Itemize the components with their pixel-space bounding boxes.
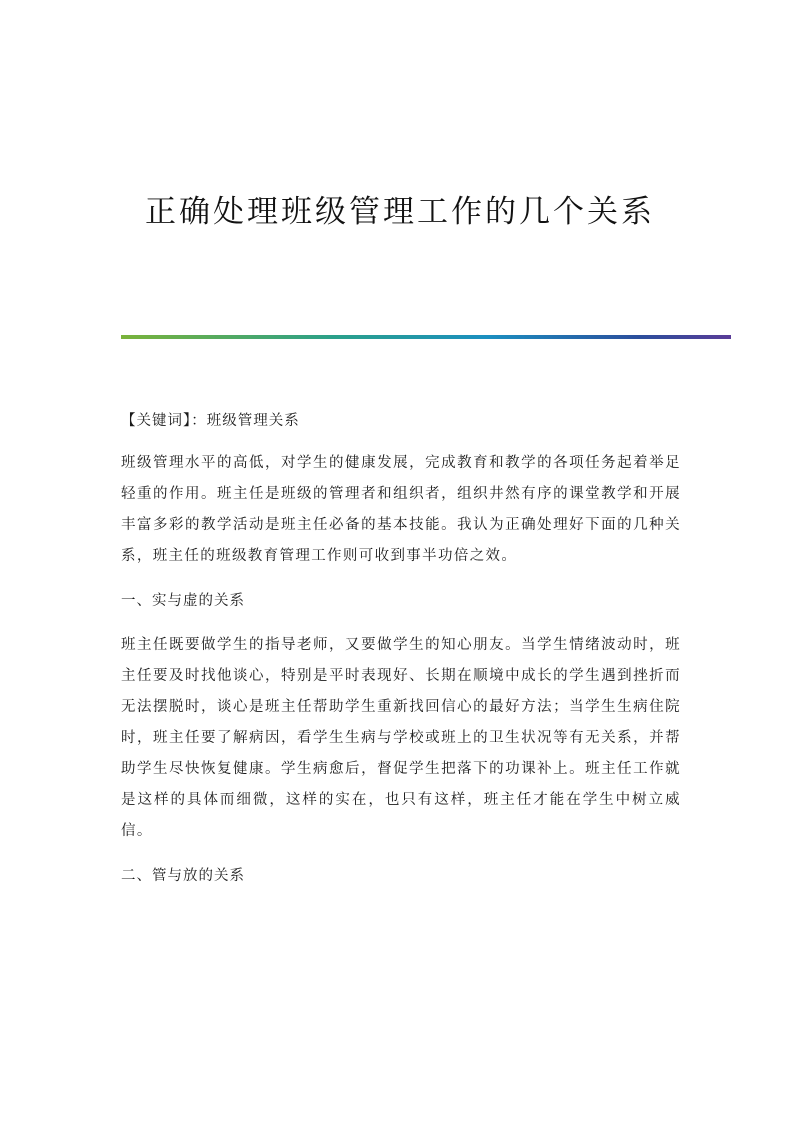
document-title: 正确处理班级管理工作的几个关系	[145, 194, 655, 230]
keywords-value: 班级管理关系	[206, 413, 300, 429]
title-divider	[121, 335, 731, 339]
section-heading-2: 二、管与放的关系	[121, 868, 245, 884]
document-body	[121, 406, 681, 905]
section-1-paragraph: 班主任既要做学生的指导老师，又要做学生的知心朋友。当学生情绪波动时，班主任要及时找他谈心，特别是平时表现好、长期在顺境中成长的学生遇到挫折而无法摆脱时，谈心是班主任帮助学生重新找回信心的最好方法；当学生生病住院时，班主任要了解病因，看学生生病与学校或班上的卫生状况等有无关系，并帮助学生尽快恢复健康。学生病愈后，督促学生把落下的功课补上。班主任工作就是这样的具体而细微，这样的实在，也只有这样，班主任才能在学生中树立威信。	[121, 637, 681, 839]
intro-paragraph: 班级管理水平的高低，对学生的健康发展，完成教育和教学的各项任务起着举足轻重的作用。班主任是班级的管理者和组织者，组织井然有序的课堂教学和开展丰富多彩的教学活动是班主任必备的基本技能。我认为正确处理好下面的几种关系，班主任的班级教育管理工作则可收到事半功倍之效。	[121, 455, 681, 564]
section-heading-1: 一、实与虚的关系	[121, 593, 245, 609]
keywords-line	[121, 406, 681, 436]
keywords-label: 【关键词】：	[121, 413, 207, 429]
